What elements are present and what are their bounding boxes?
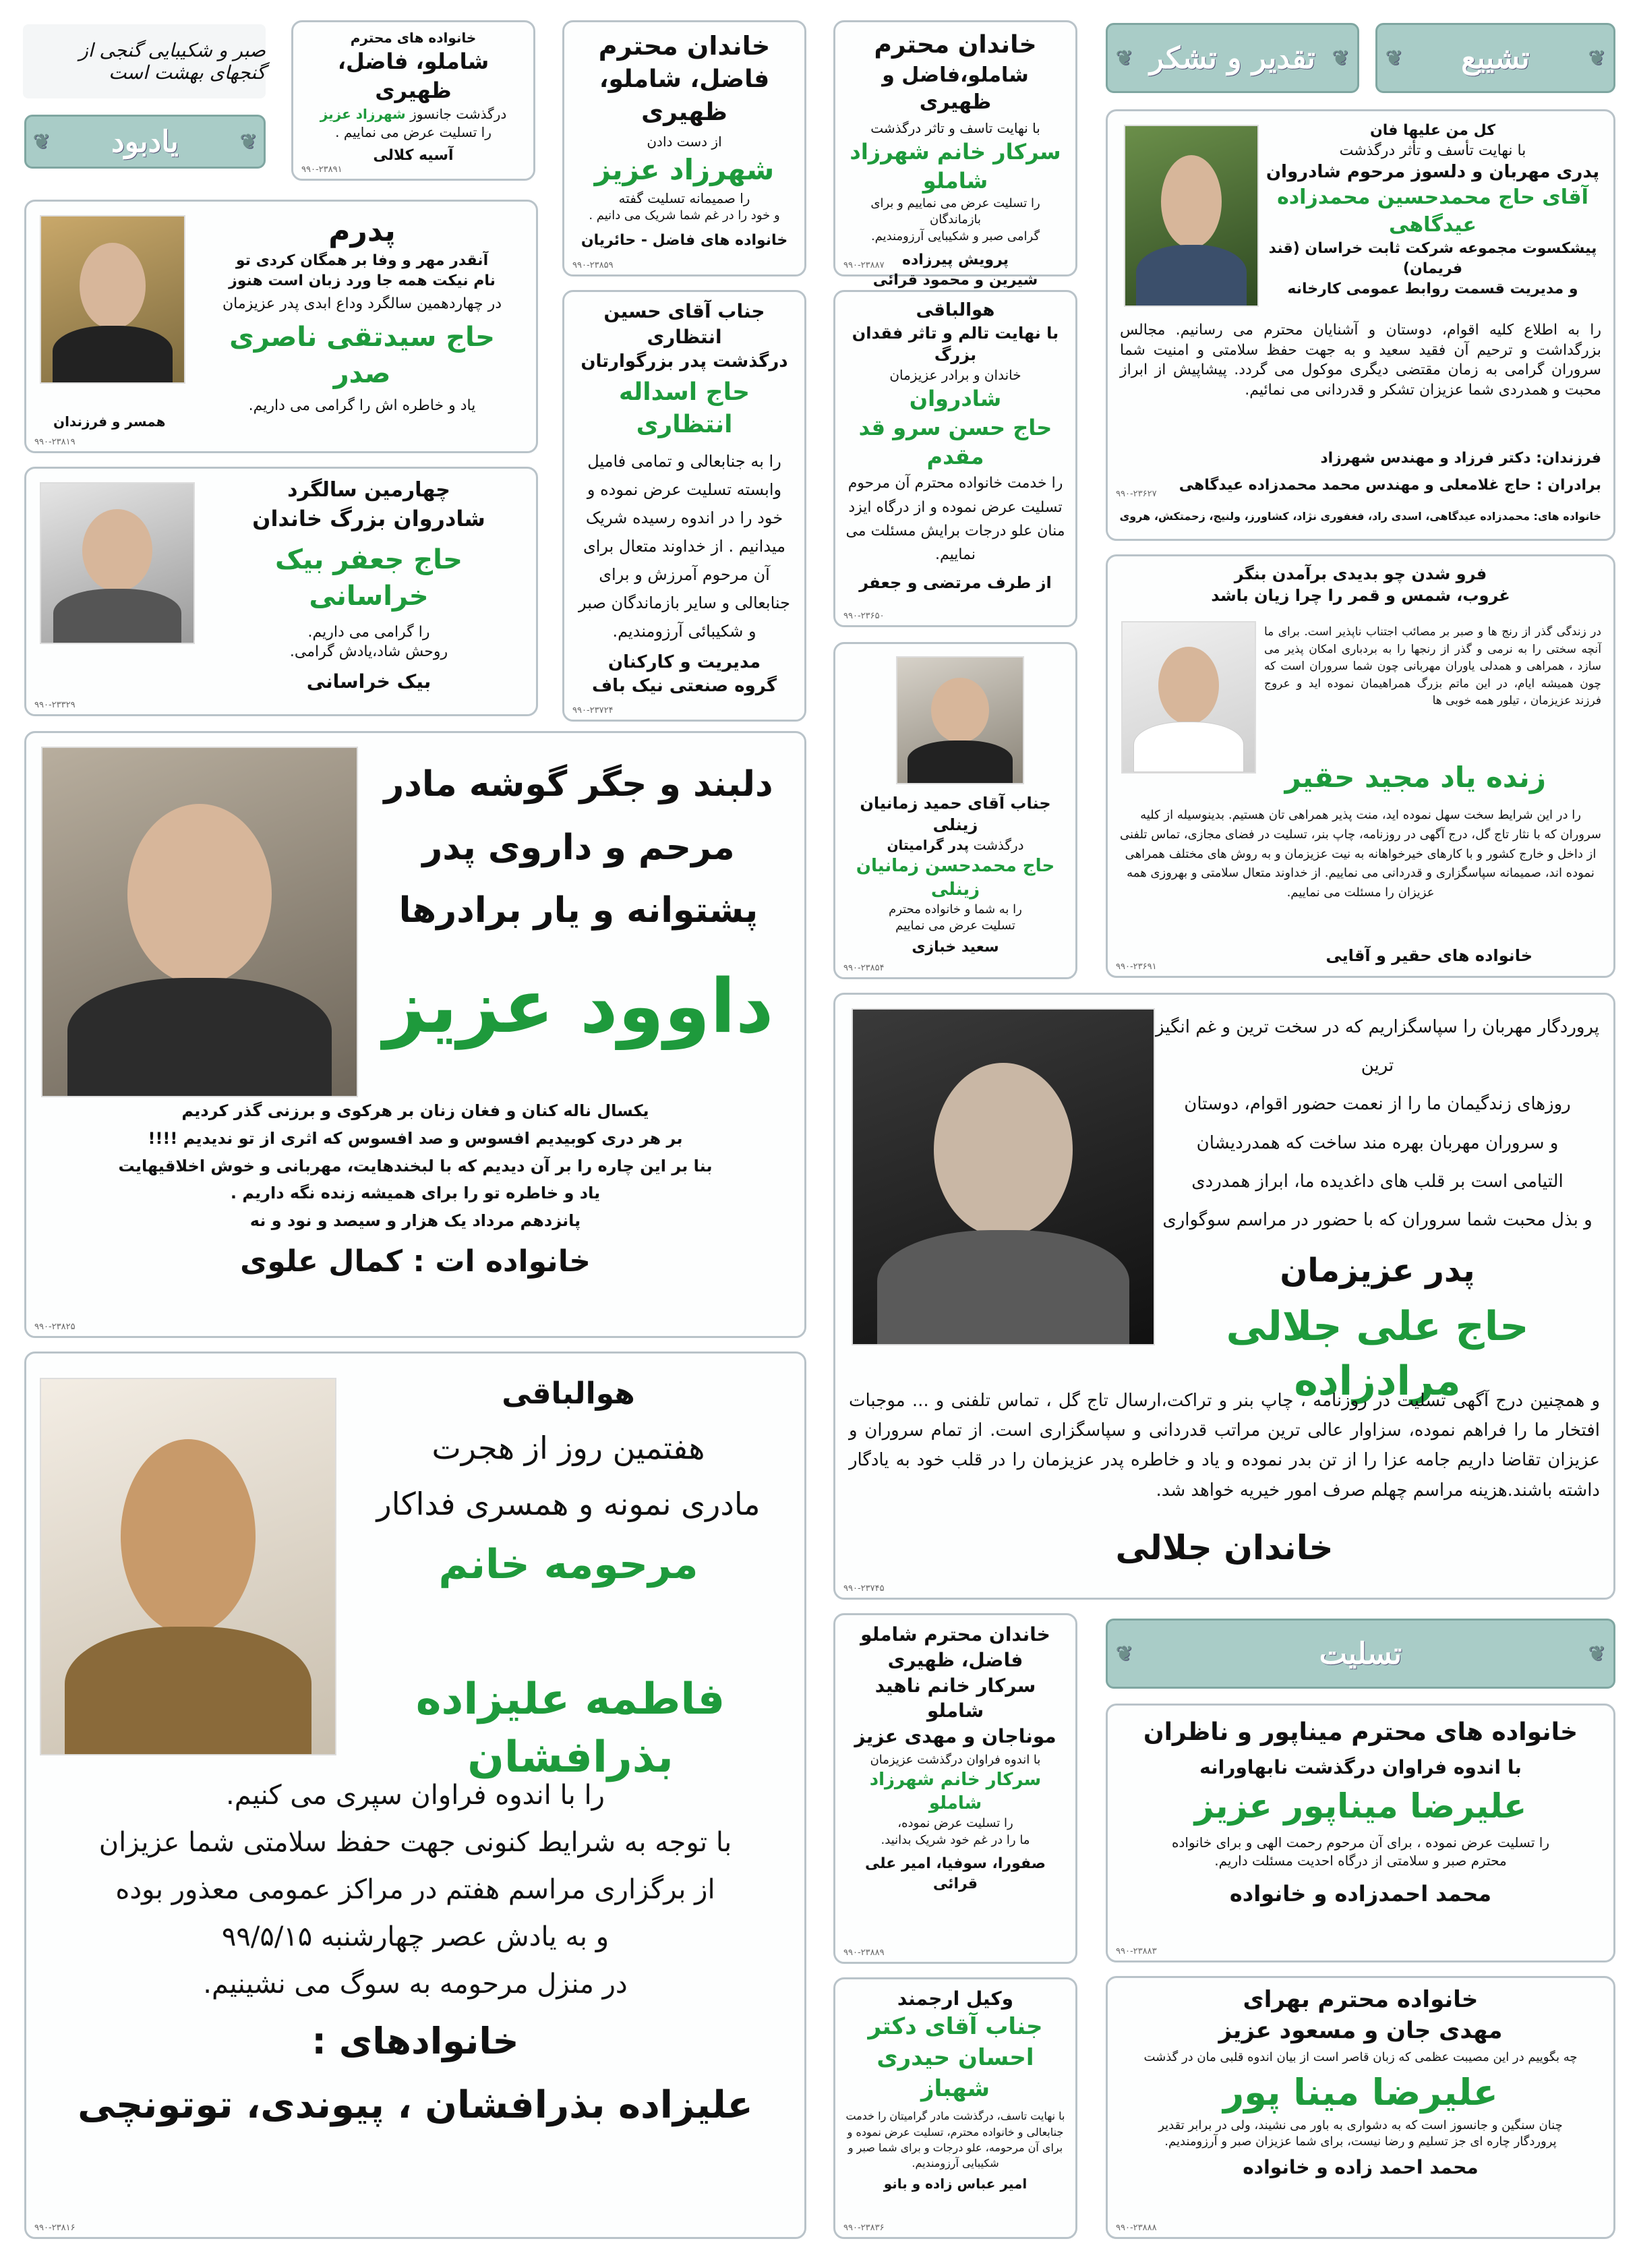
ad-jalali: پروردگار مهربان را سپاسگزاریم که در سخت ترین و غم انگیز ترین روزهای زندگیمان ما را از نعمت حضور اقوام، دوستان و سروران مهربان بهره مند ساخت که همدردیشان التیامی است بر قلب های داغدیده ما، ابراز همدردی و بذل محبت شما سروران که با حضور در مراسم سوگواری پدر عزیزمان حاج علی جلالی مرادزاده و همچنین درج آگهی تسلیت در روزنامه ، چاپ بنر و تراکت،ارسال تاج گل ، تماس تلفنی و ... موجبات افتخار ما را فراهم نموده، سزاوار عالی ترین مراتب قدردانی و سپاسگزاری است. از تمام سروران و عزیزان تقاضا داریم جامه عزا را از تن بدر نموده و یاد و خاطره پدر عزیزمان را در قلب خود به یادگار داشته باشند.هزینه مراسم چهلم صرف امور خیریه خواهد شد. خاندان جلالی ۹۹۰-۲۳۷۴۵: [833, 993, 1615, 1600]
ad-naseri-sadr: پدرم آنقدر مهر و وفا بر همگان کردی تو نام نیکت همه جا ورد زبان است هنوز در چهاردهمین سالگرد وداع ابدی پدر عزیزمان حاج سیدتقی ناصری صدر یاد و خاطره اش را گرامی می داریم. همسر و فرزندان ۹۹۰-۲۳۸۱۹: [24, 200, 538, 453]
portrait-photo: [1124, 125, 1259, 307]
ad-shamlou-pirzadeh: خاندان محترم شاملو،فاضل و ظهیری با نهایت تاسف و تاثر درگذشت سرکار خانم شهرزاد شاملو را تسلیت عرض می نماییم و برای بازماندگان گرامی صبر و شکیبایی آرزومندیم. پرویش پیرزاده شیرین و محمود قرائی ۹۹۰-۲۳۸۸۷: [833, 20, 1077, 277]
ornament-icon: ❦: [33, 129, 51, 154]
ad-bahraei: خانواده محترم بهرای مهدی جان و مسعود عزیز چه بگوییم در این مصیبت عظمی که زبان قاصر است از بیان اندوه قلبی مان در گذشت علیرضا مینا پور چنان سنگین و جانسوز است که به دشواری به باور می نشیند، ولی در برابر تقدیر پروردگار چاره ای جز تسلیم و رضا نیست، برای شما عزیزان صبر و آرزومندیم. محمد احمد زاده و خانواده ۹۹۰-۲۳۸۸۸: [1106, 1976, 1615, 2239]
ad-minapour-ahmadzadeh: خانواده های محترم میناپور و ناظران با اندوه فراوان درگذشت نابهاورانه علیرضا میناپور عزیز را تسلیت عرض نموده ، برای آن مرحوم رحمت الهی و برای خانواده محترم صبر و سلامتی از درگاه احدیت مسئلت داریم. محمد احمدزاده و خانواده ۹۹۰-۲۳۸۸۳: [1106, 1704, 1615, 1962]
motto-text: صبر و شکیبایی گنجی از گنجهای بهشت است: [79, 39, 266, 84]
ad-sarv-ghad: هوالباقی با نهایت تالم و تاثر فقدان بزرگ خاندان و برادر عزیزمان شادروان حاج حسن سرو قد مقدم را خدمت خانواده محترم آن مرحوم تسلیت عرض نموده و از درگاه ایزد منان علو درجات برایش مسئلت می نماییم. از طرف مرتضی و جعفر ۹۹۰-۲۳۶۵۰: [833, 290, 1077, 627]
portrait-photo: [41, 747, 358, 1097]
banner-yadbood: ❦ یادبود ❦: [24, 115, 266, 169]
ad-shamlou-kalali: خانواده های محترم شاملو، فاضل، ظهیری درگذشت جانسوز شهرزاد عزیز را تسلیت عرض می نماییم . آسیه کلالی ۹۹۰-۲۳۸۹۱: [291, 20, 535, 181]
ad-shamlou-gharaei: خاندان محترم شاملو فاضل، ظهیری سرکار خانم ناهید شاملو موناجان و مهدی عزیز با اندوه فراوان درگذشت عزیزمان سرکار خانم شهرزاد شاملو را تسلیت عرض نموده، ما را در غم خود شریک بدانید. صفورا، سوفیا، امیر علی قرائی ۹۹۰-۲۳۸۸۹: [833, 1613, 1077, 1964]
ornament-icon: ❦: [1116, 1641, 1133, 1666]
portrait-photo: [40, 215, 185, 384]
portrait-photo: [40, 1378, 336, 1755]
banner-taqdir: ❦ تقدیر و تشکر ❦: [1106, 23, 1359, 93]
ad-eidgahi: کل من علیها فان با نهایت تأسف و تأثر درگذشت پدری مهربان و دلسوز مرحوم شادروان آقای حاج محمدحسین محمدزاده عیدگاهی پیشکسوت مجموعه شرکت ثابت خراسان (قند فریمان) و مدیریت قسمت روابط عمومی کارخانه را به اطلاع کلیه اقوام، دوستان و آشنایان محترم می رسانیم. مجالس بزرگداشت و ترحیم آن فقید سعید و به جهت حفظ سلامتی و امنیت شما سروران گرامی به زمان مقتضی دیگری موکول می گردد. پیشاپیش از ابراز محبت و همدردی شما عزیزان تشکر و قدردانی می نمائیم. فرزندان: دکتر فرزاد و مهندس شهرزاد برادران : حاج غلامعلی و مهندس محمد محمدزاده عیدگاهی خانواده های: محمدزاده عیدگاهی، اسدی راد، فغفوری نژاد، کشاورز، ولنیج، زحمتکش، هروی ۹۹۰-۲۳۶۲۷: [1106, 109, 1615, 541]
portrait-photo: [1121, 621, 1256, 774]
ad-fazel-haerian: خاندان محترم فاضل، شاملو، ظهیری از دست دادن شهرزاد عزیز را صمیمانه تسلیت گفته و خود را در غم شما شریک می دانیم . خانواده های فاضل - حائریان ۹۹۰-۲۳۸۵۹: [562, 20, 806, 277]
ad-beyk-khorasani: چهارمین سالگرد شادروان بزرگ خاندان حاج جعفر بیک خراسانی را گرامی می داریم. روحش شاد،یادش گرامی. بیک خراسانی ۹۹۰-۲۳۳۲۹: [24, 467, 538, 716]
ad-zamanian: جناب آقای حمید زمانیان زینلی درگذشت پدر گرامیتان حاج محمدحسن زمانیان زینلی را به شما و خانواده محترم تسلیت عرض می نماییم سعید خبازی ۹۹۰-۲۳۸۵۴: [833, 642, 1077, 979]
ornament-icon: ❦: [1386, 46, 1403, 70]
ornament-icon: ❦: [1116, 46, 1133, 70]
portrait-photo: [852, 1008, 1155, 1345]
ornament-icon: ❦: [239, 129, 257, 154]
ornament-icon: ❦: [1332, 46, 1349, 70]
portrait-photo: [896, 656, 1024, 784]
ad-heydari-shahbaz: وکیل ارجمند جناب آقای دکتر احسان حیدری شهباز با نهایت تاسف، درگذشت مادر گرامیتان را خدمت جنابعالی و خانواده محترم، تسلیت عرض نموده و برای آن مرحومه، علو درجات و برای شما صبر و شکیبایی آرزومندیم. امیر عباس زاده و بانو ۹۹۰-۲۳۸۳۶: [833, 1977, 1077, 2239]
ad-haghir: فرو شدن چو بدیدی برآمدن بنگر غروب، شمس و قمر را چرا زیان باشد در زندگی گذر از رنج ها و صبر بر مصائب اجتناب ناپذیر است. برای ما آنچه سختی را به نرمی و گذر از رنجها را به بردباری امکان پذیر می سازد ، همراهی و همدلی یاوران مهربانی چون شما سروران است که چون همیشه ایام، در این ماتم بزرگ همراهیمان نموده اید و عروج فرزند عزیزمان ، تیلور همه خوبی ها زنده یاد مجید حقیر را در این شرایط سخت سهل نموده اید، منت پذیر همراهی تان هستیم. بدینوسیله از کلیه سروران که با نثار تاج گل، درج آگهی در روزنامه، چاپ بنر، تسلیت در فضای مجازی، تماس تلفنی از داخل و خارج کشور و با کارهای خیرخواهانه به نیت عزیزمان و به روش های مختلف همراهی نموده اند، صمیمانه سپاسگزاری و قدردانی می نماییم. از خداوند متعال سلامتی و بهروزی همه عزیزان را مسئلت می نماییم. خانواده های حقیر و آقایی ۹۹۰-۲۳۶۹۱: [1106, 554, 1615, 978]
ad-entezari: جناب آقای حسین انتظاری درگذشت پدر بزرگوارتان حاج اسداله انتظاری را به جنابعالی و تمامی فامیل وابسته تسلیت عرض نموده و خود را در اندوه رسیده شریک میدانیم . از خداوند متعال برای آن مرحوم آمرزش و برای جنابعالی و سایر بازماندگان صبر و شکیبائی آرزومندیم. مدیریت و کارکنان گروه صنعتی نیک باف ۹۹۰-۲۳۷۲۴: [562, 290, 806, 722]
banner-tasliyat: ❦ تسلیت ❦: [1106, 1619, 1615, 1689]
ornament-icon: ❦: [1588, 1641, 1605, 1666]
portrait-photo: [40, 482, 195, 644]
motto-box: [23, 24, 266, 98]
ad-alizadeh: هوالباقی هفتمین روز از هجرت مادری نمونه و همسری فداکار مرحومه خانم فاطمه علیزاده بذرافشان را با اندوه فراوان سپری می کنیم. با توجه به شرایط کنونی جهت حفظ سلامتی شما عزیزان از برگزاری مراسم هفتم در مراکز عمومی معذور بوده و به یادش عصر چهارشنبه ۹۹/۵/۱۵ در منزل مرحومه به سوگ می نشینیم. خانوادهای : علیزاده بذرافشان ، پیوندی، توتونچی ۹۹۰-۲۳۸۱۶: [24, 1351, 806, 2239]
ornament-icon: ❦: [1588, 46, 1605, 70]
ad-davood: دلبند و جگر گوشه مادر مرحم و داروی پدر پشتوانه و یار برادرها داوود عزیز یکسال ناله کنان و فغان زنان بر هرکوی و برزنی گذر کردیم بر هر دری کوبیدیم افسوس و صد افسوس که اثری از تو ندیدیم !!!! بنا بر این چاره را بر آن دیدیم که با لبخندهایت، مهربانی و خوش اخلاقیهایت یاد و خاطره تو را برای همیشه زنده نگه داریم . پانزدهم مرداد یک هزار و سیصد و نود و نه خانواده ات : کمال علوی ۹۹۰-۲۳۸۲۵: [24, 731, 806, 1338]
banner-tashih: ❦ تشییع ❦: [1375, 23, 1615, 93]
